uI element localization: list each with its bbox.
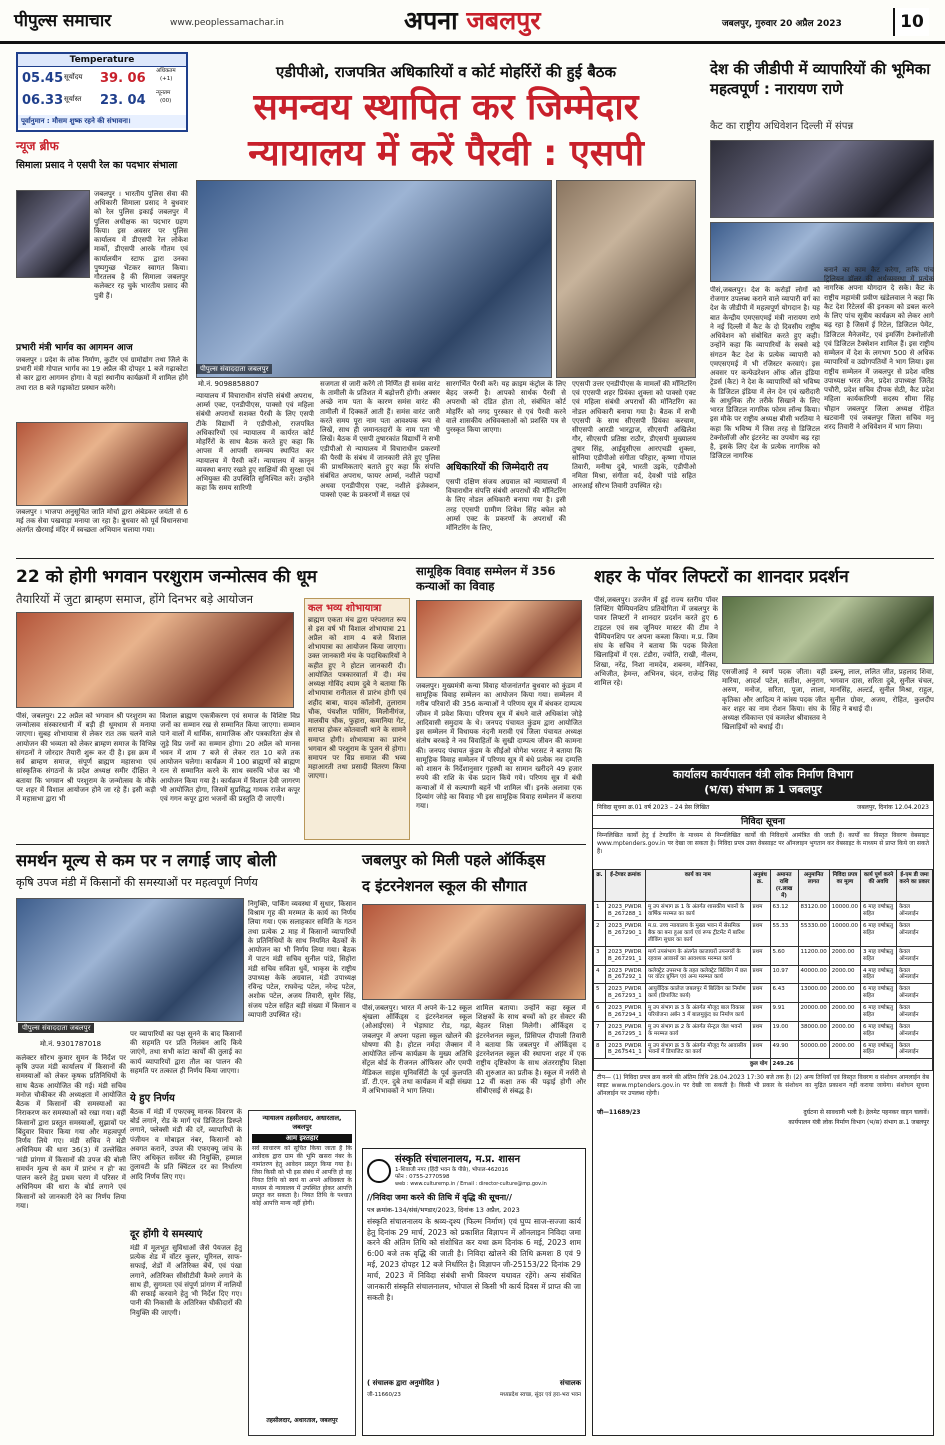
th-cost: अनुमानित लागत	[798, 869, 829, 902]
power-photo	[722, 596, 934, 664]
court-ad-body: सर्व साधारण को सूचित किया जाता है कि आवेदक द्वारा ग्राम की भूमि खसरा नंबर के नामांतरण हेतु आवेदन प्रस्तुत किया गया है। जिस किसी को भी इस संबंध में आपत्ति हो वह नियत तिथि को स्वयं या अपने अधिवक्ता के माध्यम से न्यायालय में उपस्थित होकर आपत्ति प्रस्तुत कर सकता है। नियत तिथि के पश्चात कोई आपत्ति मान्य नहीं होगी।	[252, 1144, 352, 1208]
pwd-cell-cost: 40000.00	[798, 965, 829, 984]
pwd-notice-head: निविदा सूचना	[593, 815, 933, 829]
pwd-cell-no: 5	[594, 984, 606, 1003]
pwd-date: जबलपुर, दिनांक 12.04.2023	[856, 803, 929, 811]
pwd-cell-emd: 49.90	[770, 1040, 798, 1059]
max-temp: 39. 06	[100, 71, 146, 86]
lead-col-3: सारगर्भित पैरवी करें। यह क्राइम कंट्रोल के लिए बेहद जरूरी है। आपको सार्थक पैरवी से अपराधी को दंडित होता तो, संबंधित कोर्ट मोहर्रिर को नगद पुरस्कार से एवं पैरवी करने वाले शासकीय अधिवक्ताओं को प्रशस्ति पत्र से पुरस्कृत किया जाएगा।	[446, 380, 566, 435]
sanskriti-ad	[362, 1148, 586, 1436]
pwd-cell-fee: 2000.00	[829, 1021, 860, 1040]
pwd-cell-name: मु उप संभाग क्र 1 के अंतर्गत शासकीय भवनों के वार्षिक मरम्मत का कार्य	[646, 902, 751, 921]
pwd-cell-mode: केवल ऑनलाईन	[897, 965, 933, 984]
pwd-cell-name: मु उप संभाग क्र 3 के अंतर्गत मौजूद बाल विकास परियोजना अर्बन 3 में बालमुकुंद का निर्माण कार्य	[646, 1003, 751, 1022]
power-col-2: एसजीआई ने स्वर्ण पदक जीता। वहीं मारिया, आदर्श पटेल, सतीश, अनुराग, अरुण, मनोज, सरिता, पूजा, लाला, कृतिका और आदित्य ने कांस्य पदक जीत कर शहर का नाम रोशन किया। संघ के अध्यक्ष रविकान्त एवं कमलेश श्रीवास्तव ने खिलाड़ियों को बधाई दी।	[722, 668, 826, 732]
gdp-col-2: बनाने का काम कैट करेगा, ताकि पांच ट्रिलियन डॉलर की अर्थव्यवस्था में प्रत्येक नागरिक अपना योगदान दे सके। कैट के राष्ट्रीय महामंत्री प्रवीण खंडेलवाल ने कहा कि कैट देश रिटेलर्स की इनकम को डबल करने के लिए पांच सूत्रीय कार्यक्रम को लेकर आगे बढ़ रहा है जिसमें ई रिटेल, डिजिटल पेमेंट, डिजिटल मैनेजमेंट, एवं इमर्जिंग टेक्नोलॉजी एवं डिजिटल टैक्सेशन शामिल हैं। इस राष्ट्रीय सम्मेलन में देश के लगभग 500 से अधिक व्यापारियों व उद्योगपतियों ने भाग लिया। इस राष्ट्रीय सम्मेलन में जबलपुर से प्रदेश वरिष्ठ उपाध्यक्ष भरत जैन, प्रदेश उपाध्यक्ष जितेंद्र पचौरी, प्रदेश सचिव दीपक सेठी, कैट प्रदेश महिला कार्यकारिणी सदस्य सीमा सिंह चौहान जबलपुर जिला अध्यक्ष रोहित खटवानी एवं जबलपुर जिला सचिव मनु शरद तिवारी ने अधिवेशन में भाग लिया।	[824, 266, 934, 431]
brief2-body: जबलपुर । प्रदेश के लोक निर्माण, कुटीर एवं ग्रामोद्योग तथा जिले के प्रभारी मंत्री गोपाल भार्गव का 19 अप्रैल की दोपहर 1 बजे गढ़ाकोटा से कार द्वारा आगमन होगा। वे यहां स्थानीय कार्यक्रमों में शामिल होंगे तथा रात 8 बजे गढ़ाकोटा प्रस्थान करेंगे।	[16, 356, 188, 392]
pwd-table-row	[594, 946, 933, 965]
lead-col-2: सजगता से जारी करेंगे तो निर्णित ही समंस वारंट के तामीली के प्रतिशत में बढ़ोत्तरी होगी। अक्सर अच्छे नाम पता के कारण समंस वारंट की तामीली में दिक्कतें आती हैं। समंस वारंट जारी करते समय पूरा नाम पता आवश्यक रूप से लिखें, साथ ही जमानतदारों के नाम पता भी लिखें। बैठक में एसपी तुषारकांत विद्यार्थी ने सभी एडीपीओ से न्यायालय में विचाराधीन प्रकरणों की पैरवी के संबंध में जानकारी लेते हुए पुलिस की प्राथमिकताएं बताते हुए कहा कि संपत्ति संबंधित अपराध, फायर आर्म्स, नशीले पदार्थों अथवा एनडीपीएस एक्ट, नशीले इंजेक्शन, पाक्सो एक्ट के प्रकरणों में सख्त एवं	[320, 380, 440, 499]
pwd-cell-id: 2023_PWDRB_267294_1	[606, 1003, 646, 1022]
pwd-cell-mode: केवल ऑनलाईन	[897, 1003, 933, 1022]
masthead	[0, 0, 945, 44]
pwd-cell-cat: प्रथम	[750, 1040, 770, 1059]
mp-emblem-icon	[367, 1159, 391, 1183]
vivah-photo	[416, 600, 582, 678]
shobhayatra-head: कल भव्य शोभायात्रा	[308, 603, 382, 614]
pwd-cell-no: 3	[594, 946, 606, 965]
pwd-cell-fee: 2000.00	[829, 1040, 860, 1059]
pwd-table	[593, 869, 933, 1071]
min-change: (00)	[160, 98, 172, 104]
court-ad-head: न्यायालय तहसीलदार, अधारताल, जबलपुर	[262, 1114, 342, 1131]
gdp-headline: देश की जीडीपी में व्यापारियों की भूमिका महत्वपूर्ण : नारायण राणे	[710, 60, 931, 98]
section-city: जबलपुर	[466, 6, 541, 35]
pwd-cell-fee: 2000.00	[829, 1003, 860, 1022]
pwd-cell-period: 6 माह वर्षाऋतु सहित	[861, 984, 897, 1003]
sanskriti-phone: फोन : 0755-2770598	[395, 1173, 450, 1180]
sunrise-time: 05.45	[22, 71, 64, 86]
pwd-cell-mode: केवल ऑनलाईन	[897, 1021, 933, 1040]
pwd-cell-mode: केवल ऑनलाईन	[897, 1040, 933, 1059]
pwd-cell-fee: 2000.00	[829, 965, 860, 984]
pwd-cell-cost: 50000.00	[798, 1040, 829, 1059]
pwd-header-bar	[593, 765, 933, 801]
pwd-cell-fee: 10000.00	[829, 921, 860, 947]
orchids-photo	[362, 904, 586, 1000]
pwd-cell-cost: 83120.00	[798, 902, 829, 921]
orchids-headline-2: द इंटरनेशनल स्कूल की सौगात	[362, 877, 527, 895]
th-no: क्र.	[594, 869, 606, 902]
pwd-cell-emd: 10.97	[770, 965, 798, 984]
brief1-body: जबलपुर । भारतीय पुलिस सेवा की अधिकारी सिमाला प्रसाद ने बुधवार को रेल पुलिस इकाई जबलपुर में पुलिस अधीक्षक का पदभार ग्रहण किया। इस अवसर पर पुलिस कार्यालय में डीएसपी रेल लोकेश मार्को, डीएसपी आरके गौतम एवं कार्यालयीन स्टाफ द्वारा उनका पुष्पगुच्छ भेंटकर स्वागत किया। गौरतलब है की सिमाला जबलपुर कलेक्टर रह चुके भारतीय प्रसाद की पुत्री हैं।	[94, 190, 188, 300]
lead-headline-2: न्यायालय में करें पैरवी : एसपी	[248, 133, 644, 174]
pwd-table-row	[594, 1040, 933, 1059]
pwd-cell-cat: प्रथम	[750, 965, 770, 984]
pwd-cell-cat: प्रथम	[750, 1021, 770, 1040]
min-temp: 23. 04	[100, 93, 146, 108]
sanskriti-sign-right: संचालक	[559, 1378, 581, 1387]
pwd-cell-fee: 2000.00	[829, 984, 860, 1003]
pwd-ref: निविदा सूचना क्र.01 वर्ष 2023 – 24 प्रेस लिखित	[597, 803, 710, 811]
gdp-photo-award	[710, 140, 934, 218]
section-prefix: अपना	[404, 6, 458, 35]
pwd-total-value: 249.26	[770, 1059, 798, 1071]
lead-kicker: एडीपीओ, राजपत्रित अधिकारियों व कोर्ट मोहर्रिरों की हुई बैठक	[275, 63, 617, 81]
msp-credit-text: पीपुल्स संवाददाता जबलपुर	[18, 1023, 94, 1033]
sanskriti-body: संस्कृति संचालनालय के श्रव्य-दृश्य (फिल्म निर्माण) एवं घुप्प साज-सज्जा कार्य हेतु दिनांक 29 मार्च, 2023 को प्रकाशित विज्ञापन में ऑनलाइन निविदा जमा करने की अंतिम तिथि को संशोधित कर यथा क्रम दिनांक 6 मई, 2023 शाम 6:00 बजे तक वृद्धि की जाती है। निविदा खोलने की तिथि क्रमशः 8 एवं 9 मई, 2023 दोपहर 12 बजे निर्धारित है। विज्ञापन जी-25153/22 दिनांक 29 मार्च, 2023 में निविदा संबंधी सभी विवरण यथावत रहेंगे। अन्य संबंधित जानकारी संस्कृति संचालनालय, भोपाल से किसी भी कार्य दिवस में प्राप्त की जा सकती है।	[367, 1216, 581, 1302]
pwd-cell-no: 2	[594, 921, 606, 947]
pwd-cell-emd: 9.91	[770, 1003, 798, 1022]
shobhayatra-box	[304, 598, 410, 840]
pwd-table-row	[594, 1003, 933, 1022]
pwd-cell-fee: 2000.00	[829, 946, 860, 965]
th-mode: ई-एम डी जमा करने का प्रकार	[897, 869, 933, 902]
msp-col-1c: मंडी में मूलभूत सुविधाओं जैसे पेयजल हेतु प्रत्येक शेड में वॉटर कूलर, यूरिनल, साफ-सफाई, शेडों में अतिरिक्त बेंचें, एवं पंखा लगाने, अतिरिक्त सीसीटीवी कैमरे लगाने के साथ ही, सुगमता एवं संपूर्ण प्रांगण में नालियों की सफाई करवाने हेतु भी निर्देश दिए गए। पानी की निकासी के अतिरिक्त चौकीदारों की नियुक्ति की जाएगी।	[130, 1244, 242, 1317]
pwd-cell-cost: 11200.00	[798, 946, 829, 965]
parshuram-headline: 22 को होगी भगवान परशुराम जन्मोत्सव की धूम	[16, 567, 317, 587]
shobhayatra-body: ब्राह्मण एकता मंच द्वारा परंपरागत रूप से इस वर्ष भी विशाल शोभायात्रा 21 अप्रैल को शाम 4 बजे विशाल शोभायात्रा का आयोजन किया जाएगा। उक्त जानकारी मंच के पदाधिकारियों ने कहीत हुए ने होटल जानकारी दी। आयोजित पत्रकारवार्ता में दी। मंच अध्यक्ष गोविंद श्याम दुबे ने बताया कि शोभायात्रा रानीताल से प्रारंभ होगी एवं शहीद बाबा, यादव कॉलोनी, तुलाराम चौक, पंचशील पासिंग, मिलौनीगंज, मालवीय चौक, फुहारा, कमानिया गेट, सराफा होकर कोतवाली थाने के सामने समाप्त होगी। शोभायात्रा का प्रारंभ भगवान श्री परशुराम के पूजन से होगा। समापन पर विप्र समाज की भव्य महाआरती तथा प्रसादी वितरण किया जाएगा।	[308, 615, 406, 781]
divider-row2	[16, 844, 586, 845]
lead-photo-meeting	[196, 180, 552, 378]
pwd-cell-id: 2023_PWDRB_267292_1	[606, 965, 646, 984]
forecast-text: पूर्वानुमान : मौसम शुष्क रहने की संभावना।	[18, 115, 186, 128]
msp-photo	[16, 898, 244, 1022]
weather-title: Temperature	[18, 54, 186, 67]
lead-col-3b: एसपी दक्षिण संजय अग्रवाल को न्यायालयों में विचाराधीन संपत्ति संबंधी अपराधों की मॉनिटरिंग के लिए नोडल अधिकारी बनाया गया है। इसी तरह एएसपी ग्रामीण शिवेश सिंह बघेल को आर्म्स एक्ट के प्रकरणों के अपराधों की मॉनिटरिंग के लिए,	[446, 478, 566, 533]
pwd-cell-emd: 63.12	[770, 902, 798, 921]
msp-col-1: पर व्यापारियों का पक्ष सुनने के बाद किसानों की सहमति पर प्रति निलंबन आदि किये जाएंगे, तथा सभी कांटा कार्यों की तुलाई का कार्य व्यापारियों द्वारा तौल का पालन की सहमति पर तत्काल ही निर्णय किया जाएगा।	[130, 1030, 242, 1075]
pwd-cell-id: 2023_PWDRB_267290_1	[606, 921, 646, 947]
sunset-time: 06.33	[22, 93, 64, 108]
pwd-cell-cat: प्रथम	[750, 921, 770, 947]
pwd-cell-no: 8	[594, 1040, 606, 1059]
pwd-cell-cost: 13000.00	[798, 984, 829, 1003]
pwd-cell-emd: 5.60	[770, 946, 798, 965]
parshuram-col-1: पीसं, जबलपुर। 22 अप्रैल को भगवान श्री परशुराम का जन्मोत्सव संस्कारधानी में बड़ी ही धूमधाम से मनाया जाएगा। सुबह शोभायात्रा से लेकर रात तक चलने वाले आयोजन की भव्यता को लेकर ब्राम्हण समाज के विभिन्न संगठनों ने जोरदार तैयारी शुरू कर दी है। इस क्रम में सर्व ब्राम्हण समाज, संपूर्ण ब्राह्मण महासभा एवं सांस्कृतिक संगठनों के प्रदेश अध्यक्ष समीर दीक्षित ने बताया कि भगवान श्री परशुराम के जन्मोत्सव के मौके पर शहर में विशाल आयोजन होने जा रहे हैं। इसी कड़ी में महासभा द्वारा भी	[16, 712, 156, 804]
sunset-label: सूर्यास्त	[64, 95, 82, 103]
pwd-cell-period: 6 माह वर्षाऋतु सहित	[861, 902, 897, 921]
divider-row1	[16, 558, 934, 559]
pwd-cell-emd: 55.33	[770, 921, 798, 947]
pwd-cell-cat: प्रथम	[750, 984, 770, 1003]
pwd-table-row	[594, 1021, 933, 1040]
paper-logo: पीपुल्स समाचार	[14, 11, 112, 31]
pwd-cell-no: 1	[594, 902, 606, 921]
brief1-headline: सिमाला प्रसाद ने एसपी रेल का पदभार संभाला	[16, 160, 178, 171]
sanskriti-address: 1-शिवाजी नगर (हिंदी भवन के पीछे), भोपाल-462016	[395, 1166, 509, 1173]
pwd-cell-no: 7	[594, 1021, 606, 1040]
sunrise-label: सूर्योदय	[64, 73, 83, 81]
court-ad-sub: आम इश्तहार	[252, 1134, 352, 1143]
gdp-subhead: कैट का राष्ट्रीय अधिवेशन दिल्ली में संपन्न	[710, 121, 854, 132]
pwd-tender	[592, 764, 934, 1436]
pwd-cell-mode: केवल ऑनलाईन	[897, 902, 933, 921]
pwd-cell-name: आयुर्वेदिक कालेज जबलपुर में बिल्डिंग का निर्माण कार्य (डिपाजिट कार्य)	[646, 984, 751, 1003]
pwd-table-header	[594, 869, 933, 902]
pwd-cell-cat: प्रथम	[750, 1003, 770, 1022]
pwd-cell-period: 4 माह वर्षाऋतु सहित	[861, 965, 897, 984]
weather-box	[16, 52, 188, 132]
website-link[interactable]: www.peoplessamachar.in	[170, 18, 284, 28]
th-cat: अनुबंध क्र.	[750, 869, 770, 902]
pwd-total-label: कुल योग	[594, 1059, 771, 1071]
pwd-cell-fee: 10000.00	[829, 902, 860, 921]
pwd-cell-mode: केवल ऑनलाईन	[897, 946, 933, 965]
sanskriti-refline: पत्र क्रमांक-134/संसं/भण्डार/2023, दिनांक 13 अप्रैल, 2023	[367, 1205, 520, 1214]
pwd-cell-id: 2023_PWDRB_267541_1	[606, 1040, 646, 1059]
sanskriti-title: संस्कृति संचालनालय, म.प्र. शासन	[395, 1154, 521, 1165]
pwd-title-2: (भ/स) संभाग क्र 1 जबलपुर	[704, 782, 822, 796]
pwd-ref2: जी—11689/23	[597, 1109, 641, 1117]
pwd-cell-mode: केवल ऑनलाईन	[897, 921, 933, 947]
pwd-cell-name: मार्ग उपसंभाग के अंतर्गत काजाघरों उपनगरों के रहवास आवासों का आवश्यक मरम्मत कार्य	[646, 946, 751, 965]
pwd-table-row	[594, 902, 933, 921]
pwd-cell-name: मु उप संभाग क्र 2 के अंतर्गत सेन्ट्रल जेल भवनों के मरम्मत कार्य	[646, 1021, 751, 1040]
vivah-body: जबलपुर। मुख्यमंत्री कन्या विवाह योजनांतर्गत बुधवार को कुंडम में सामूहिक विवाह सम्मेलन का आयोजन किया गया। सम्मेलन में गरीब परिवारों की 356 कन्याओं ने परिणय सूत्र में बंधकर दाम्पत्य जीवन में प्रवेश किया। परिणय सूत्र में बंधने वाले अधिकांश जोड़े आदिवासी समुदाय के थे। जनपद पंचायत कुंडम द्वारा आयोजित इस सम्मेलन में विधायक नंदनी मरावी एवं जिला पंचायत अध्यक्ष संतोष बरकड़े ने नव विवाहितों के सुखी दाम्पत्य जीवन की कामना की। जनपद पंचायत कुंडम के सीईओ योगेश भरसट ने बताया कि सामूहिक विवाह सम्मेलन में परिणय सूत्र में बंधे प्रत्येक नव दम्पत्ति को शासन के निर्देशानुसार गृहस्थी का सामान खरीदने 49 हजार रुपये की राशि के चेक प्रदान किये गये। परिणय सूत्र में बंधी कन्याओं में से कल्याणी बहनें भी शामिल थीं। इनके अलावा एक दिव्यांग जोड़े का विवाह भी इस सामूहिक विवाह सम्मेलन में कराया गया।	[416, 682, 582, 811]
brief3-photo	[16, 422, 188, 506]
lead-col-4: एएसपी उत्तर एनडीपीएस के मामलों की मॉनिटरिंग एवं एएसपी शहर प्रियंका शुक्ला को पाक्सो एक्ट एवं महिला संबंधी अपराधों की मॉनिटरिंग का नोडल अधिकारी बनाया गया है। बैठक में सभी एएसपी के साथ सीएसपी प्रियंका करचाम, सीएसपी आरडी भारद्वाज, सीएसपी अखिलेश गौर, सीएसपी प्रतिष्ठा राठौर, डीएसपी मुख्यालय तुषार सिंह, आईयूसीएस आरएचडी शुक्ला, सोनिया एडीपीओ संगीता परिहार, कृष्णा गोपाल तिवारी, मनीषा दुबे, भारती उइके, एडीपीओ नमिता मिश्रा, संगीता वर्द, देवश्री पांडे सहित आरआई सौरभ तिवारी उपस्थित रहे।	[572, 380, 696, 490]
pwd-cell-cat: प्रथम	[750, 946, 770, 965]
th-id: ई-टेण्डर क्रमांक	[606, 869, 646, 902]
lead-photo-credit	[196, 365, 272, 374]
parshuram-photo	[16, 612, 294, 708]
pwd-slogan: दुर्घटना से सावधानी भली है। हेलमेट पहनकर वाहन चलावें।	[803, 1109, 929, 1117]
pwd-cell-period: 6 माह वर्षाऋतु सहित	[861, 1021, 897, 1040]
th-period: कार्य पूर्ण करने की अवधि	[861, 869, 897, 902]
lead-col-1: न्यायालय में विचाराधीन संपत्ति संबंधी अपराध, आर्म्स एक्ट, एनडीपीएस, पाक्सो एवं महिला संबंधी अपराधों सशक्त पैरवी के लिए एसपी टीके विद्यार्थी ने एडीपीओ, राजपत्रित अधिकारियों एवं न्यायालय में कार्यरत कोर्ट मोहर्रिरों के साथ बैठक करते हुए कहा कि आपस में आपसी समन्वय स्थापित कर न्यायालय में पैरवी करें। न्यायालय में कानून व्यवस्था बनाए रखते हुए साक्षियों की सुरक्षा एवं अभियुक्त की उपस्थिति सुनिश्चित करें। उन्होंने कहा कि समय सारिणी	[196, 392, 314, 493]
pwd-cell-no: 4	[594, 965, 606, 984]
sanskriti-notice-head: //निविदा जमा करने की तिथि में वृद्धि की सूचना//	[367, 1193, 512, 1203]
pwd-sign: कार्यपालन यंत्री लोक निर्माण विभाग (भ/स) संभाग क्र.1 जबलपुर	[788, 1119, 929, 1127]
pwd-cell-cat: प्रथम	[750, 902, 770, 921]
pwd-intro: निम्नलिखित कार्यों हेतु ई टेण्डरिंग के माध्यम से निम्नलिखित कार्यों की निविदायें आमंत्रित की जाती हैं। कार्यों का विस्तृत विवरण वेबसाइट www.mptenders.gov.in पर देखा जा सकता है। निविदा प्रपत्र उक्त वेबसाइट पर ऑनलाइन भुगतान कर वेबसाइट के माध्यम से प्राप्त किये जा सकते हैं।	[597, 831, 929, 855]
sanskriti-slogan: मध्यप्रदेश स्वच्छ, सुंदर एवं हरा-भरा भवन	[500, 1392, 581, 1399]
th-fee: निविदा प्रपत्र का मूल्य	[829, 869, 860, 902]
pwd-table-row	[594, 965, 933, 984]
min-label: न्यूनतम	[156, 90, 171, 96]
msp-col-0: कलेक्टर सौरभ कुमार सुमन के निर्देश पर कृषि उपज मंडी कार्यालय में किसानों की समस्याओं को लेकर कृषक प्रतिनिधियों के साथ बैठक आयोजित की गई। मंडी सचिव मनोज चौकीकर की अध्यक्षता में आयोजित बैठक में किसानों की समस्याओं का निराकरण कर समस्याओं को रखा गया। वहीं किसानों द्वारा प्रस्तुत समस्याओं, सुझावों पर बिंदुवार विचार किया गया और महत्वपूर्ण निर्णय लिये गए। मंडी सचिव ने मंडी अधिनियम की धारा 36(3) में उल्लेखित 'मंडी प्रांगण में किसानों की उपज की बोली समर्थन मूल्य से कम में प्रारंभ न हो' का पालन करने हेतु प्रथम चरण में परिसर में अधिनियम की धारा के बोर्ड लगाने एवं किसानों को जानकारी देने का निर्णय लिया गया।	[16, 1054, 126, 1210]
sanskriti-web: web : www.culturemp.in / Email : director-culture@mp.gov.in	[395, 1181, 547, 1188]
th-emd: अमानत राशि (र.लाख में)	[770, 869, 798, 902]
parshuram-subhead: तैयारियों में जुटा ब्राम्हण समाज, होंगे दिनभर बड़े आयोजन	[16, 592, 254, 606]
dateline: जबलपुर, गुरुवार 20 अप्रैल 2023	[722, 19, 842, 29]
th-name: कार्य का नाम	[646, 869, 751, 902]
msp-mobile: मो.नं. 9301787018	[40, 1040, 102, 1048]
page-number: 10	[893, 8, 929, 36]
gdp-col-1: पीसं,जबलपुर। देश के करोड़ों लोगों को रोजगार उपलब्ध कराने वाले व्यापारी वर्ग का देश के जीडीपी में महत्वपूर्ण योगदान है। यह बात केन्द्रीय एमएसएमई मंत्री नारायण राणे ने नई दिल्ली में कैट के दो दिवसीय राष्ट्रीय अधिवेशन को संबोधित करते हुए कही। उन्होंने कहा कि व्यापारियों के सबसे बड़े संगठन कैट देश के प्रत्येक व्यापारी को एमएसएमई में भी रजिस्टर करवाएं। इस अवसर पर कन्फेडरेशन ऑफ ऑल इंडिया ट्रेडर्स (कैट) ने देश के व्यापारियों को भविष्य के डिजिटल इंडिया में लेन देन एवं खरीदारी के आधुनिक तौर तरीके सिखाने के लिए भारत डिजिटल नागरिक फोरम लॉन्च किया। इस मौके पर राष्ट्रीय अध्यक्ष बीसी भरतिया ने कहा कि भविष्य में जिस तरह से डिजिटल टेक्नोलॉजी और इंटरनेट का उपयोग बढ़ रहा है, इसके लिए देश के प्रत्येक नागरिक को डिजिटल नागरिक	[710, 286, 820, 461]
parshuram-col-2: विशाल ब्राह्मण एकत्रीकरण एवं समाज के विशिष्ट विप्र जनों का सम्मान रख से सम्मानित किया जाएगा। सम्मान पाने वालों में धार्मिक, सामाजिक और पत्रकारिता क्षेत्र से जुड़े विप्र जनों का सम्मान होगा। 20 अप्रैल को मानस भवन में शाम 7 बजे से लेकर रात 10 बजे तक आयोजन चलेगा। कार्यक्रम में 100 ब्राह्मणों को ब्राह्मण रत्न से सम्मानित करने के साथ स्वरुचि भोज का भी आयोजन किया गया है। कार्यक्रम में विशाल देवी जागरण भी आयोजित होगा, जिसमें सुप्रसिद्ध गायक राजेश कपूर एवं गगन कपूर द्वारा भजनों की प्रस्तुति दी जाएगी।	[160, 712, 300, 804]
pwd-cell-period: 3 माह वर्षाऋतु सहित	[861, 946, 897, 965]
pwd-cell-cost: 20000.00	[798, 1003, 829, 1022]
lead-subhead: अधिकारियों की जिम्मेदारी तय	[446, 462, 549, 473]
msp-photo-credit	[18, 1024, 94, 1033]
pwd-table-row	[594, 984, 933, 1003]
court-ad-footer: तहसीलदार, अधारताल, जबलपुर	[266, 1416, 338, 1424]
pwd-title-1: कार्यालय कार्यपालन यंत्री लोक निर्माण विभाग	[673, 768, 853, 781]
pwd-cell-id: 2023_PWDRB_267291_1	[606, 946, 646, 965]
power-col-1: पीसं,जबलपुर। उज्जैन में हुई राज्य स्तरीय पॉवर लिफ्टिंग चैम्पियनशिप प्रतियोगिता में जबलपुर के पावर लिफ्टरों ने शानदार प्रदर्शन करते हुए 6 टाइटल एवं सब जूनियर मास्टर की टीम ने चैम्पियनशिप पर अपना कब्जा किया। म.प्र. जिम संघ के सचिव ने बताया कि पदक विजेता खिलाड़ियों में एस. टंडौरा, ज्योति, राखी, नीलम, शिखा, नरेंद्र, निशा नामदेव, शबनम, मोनिका, अभिजीत, हेमन्त, अभिनव, चंदन, राजेन्द्र सिंह शामिल रहे।	[594, 596, 718, 688]
pwd-cell-id: 2023_PWDRB_267288_1	[606, 902, 646, 921]
news-brief-label: न्यूज ब्रीफ	[16, 139, 59, 153]
pwd-footer: टीप— (1) निविदा प्रपत्र क्रय करने की अंतिम तिथि 28.04.2023 17:30 बजे तक है। (2) अन्य तिथियाँ एवं विस्तृत विवरण व संशोधन आनलाईन वेब साइट www.mptenders.gov.in पर देखी जा सकती है। किसी भी प्रकार के संशोधन का मुद्रित प्रकाशन नहीं कराया जायेगा। संशोधन सूचना ऑनलाईन पर उपलब्ध रहेगी।	[597, 1074, 929, 1097]
max-label: अधिकतम	[156, 68, 176, 74]
orchids-col-2: शामिल बताया। उन्होंने कहा स्कूल में शिक्षकों के साथ बच्चों को हर सेक्टर की बेहतर शिक्षा मिलेगी। ऑर्किड्स द इंटरनेशनल स्कूल, प्रिंसिपल दीपाली तिवारी ने बताया कि जबलपुर में ऑर्किड्स द इंटरनेशनल स्कूल की स्थापना शहर में एक राष्ट्रीय दृष्टिकोण के साथ अंतरराष्ट्रीय शिक्षा की शुरुआत का प्रतीक है। स्कूल में नर्सरी से 12 वीं कक्षा तक की पढ़ाई होगी और सीबीएसई से संबद्ध है।	[476, 1004, 586, 1096]
pwd-cell-period: 6 माह वर्षाऋतु सहित	[861, 1040, 897, 1059]
msp-headline: समर्थन मूल्य से कम पर न लगाई जाए बोली	[16, 851, 277, 870]
orchids-headline-1: जबलपुर को मिली पहले ऑर्किड्स	[362, 851, 546, 869]
pwd-table-row	[594, 921, 933, 947]
lead-headline-1: समन्वय स्थापित कर जिम्मेदार	[253, 87, 639, 128]
sanskriti-sign-left: ( संचालक द्वारा अनुमोदित )	[367, 1378, 440, 1387]
pwd-cell-cost: 55330.00	[798, 921, 829, 947]
msp-col-2: निगुक्ति, पार्किंग व्यवस्था में सुधार, किसान विश्राम गृह की मरम्मत के कार्य का निर्णय लिया गया। एक सलाहकार समिति के गठन तथा प्रत्येक 2 माह में किसानों व्यापारियों के प्रतिनिधियों के साथ नियमित बैठकों के आयोजन का भी निर्णय लिया गया। बैठक में पाटन मंडी सचिव सुनील पांडे, सिहोरा मंडी सचिव सविता धुर्वे, भाकृस के राष्ट्रीय उपाध्यक्ष केके अग्रवाल, मंडी उपाध्यक्ष रविन्द्र पटेल, राघवेन्द्र पटेल, नरेन्द्र पटेल, अशोक पटेल, अजय तिवारी, सुमेर सिंह, संजय पटेल सहित बड़ी संख्या में किसान व व्यापारी उपस्थित रहे।	[248, 900, 356, 1019]
pwd-cell-cost: 38000.00	[798, 1021, 829, 1040]
lead-photo-sp	[556, 180, 696, 378]
section-title	[404, 4, 541, 38]
pwd-cell-name: कलेक्ट्रेट उपसभा के तहत कलेक्ट्रेट बिल्डिंग में छत पर वॉटर प्रूफिंग एवं अन्य मरम्मत कार्य	[646, 965, 751, 984]
msp-subhead-3: दूर होंगी ये समस्याएं	[130, 1229, 203, 1240]
brief2-headline: प्रभारी मंत्री भार्गव का आगमन आज	[16, 343, 133, 353]
pwd-cell-emd: 6.43	[770, 984, 798, 1003]
pwd-cell-name: मु उप संभाग क्र 3 के अंतर्गत मौजूद गैर आवासीय भवनों में डिपाजिट का कार्य	[646, 1040, 751, 1059]
brief1-photo	[16, 190, 90, 278]
max-change: (+1)	[160, 76, 173, 82]
lead-mobile: मो.नं. 9098858807	[198, 380, 260, 388]
msp-subhead: कृषि उपज मंडी में किसानों की समस्याओं पर महत्वपूर्ण निर्णय	[16, 876, 258, 889]
orchids-col-1: पीसं,जबलपुर। भारत में अपने के-12 स्कूल श्रृंखला ऑर्किड्स द इंटरनेशनल स्कूल (ओआईएस) ने भेड़ाघाट रोड, गढ़ा, जबलपुर में अपना पहला स्कूल खोलने की घोषणा की है। होटल नर्मदा जैक्सन में आयोजित लॉन्च कार्यक्रम के मुख्य अतिथि सेंट्रल बोर्ड के रीजनल ऑफिसर और एमपी मेडिकल साइंस यूनिवर्सिटी के पूर्व कुलपति डॉ. टी.एन. दुबे तथा कार्यक्रम में बड़ी संख्या में अभिभावकों ने भाग लिया।	[362, 1004, 472, 1096]
pwd-total-row	[594, 1059, 933, 1071]
brief3-body: जबलपुर । भाजपा अनुसूचित जाति मोर्चा द्वारा अंबेडकर जयंती से 6 मई तक सेवा पखवाड़ा मनाया जा रहा है। बुधवार को पूर्व विधानसभा अंतर्गत खैरमाई मंदिर में स्वच्छता अभियान चलाया गया।	[16, 508, 188, 535]
pwd-cell-id: 2023_PWDRB_267295_1	[606, 1021, 646, 1040]
pwd-cell-name: म.प्र. उच्च न्यायालय के मुख्य भवन में सेसमिक बैक का बना हुआ कार्य एवं रूफ ट्रीटमेंट में बारिश लीकिंग सुधार का कार्य	[646, 921, 751, 947]
court-ad	[248, 1110, 356, 1436]
sanskriti-ref: जी-11660/23	[367, 1392, 401, 1399]
power-col-3: डब्ल्यू, लाल, ललित जीत, प्रहलाद शिवा, भगवान दास, सरिता दुबे, सुनील चंचल, मानसिंह, अल्टर्ड, सुनील मिश्रा, राहुल, सुनील ग्रोवर, अजय, रोहित, कुलदीप सिंह ने बधाई दी।	[830, 668, 934, 713]
pwd-cell-mode: केवल ऑनलाईन	[897, 984, 933, 1003]
pwd-cell-no: 6	[594, 1003, 606, 1022]
pwd-cell-period: 6 माह वर्षाऋतु सहित	[861, 1003, 897, 1022]
msp-subhead-2: ये हुए निर्णय	[130, 1093, 175, 1104]
msp-col-1b: बैठक में मंडी में एफएक्यू मानक विवरण के बोर्ड लगाने, रोड के मार्ग एवं डिजिटल डिस्प्ले लगाने, फ्लेक्सी मंडी की दरें, व्यापारियों के पंजीयन व मोबाइल नंबर, किसानों को अवगत कराने, उपज की एफएक्यू जांच के लिए अधिकृत सर्वेयर की नियुक्ति, हम्माल तुलावटी के प्रति क्विंटल दर का निर्धारण आदि निर्णय लिए गए।	[130, 1108, 242, 1181]
pwd-cell-period: 6 माह वर्षाऋतु सहित	[861, 921, 897, 947]
pwd-cell-emd: 19.00	[770, 1021, 798, 1040]
vivah-headline: सामूहिक विवाह सम्मेलन में 356 कन्याओं का विवाह	[416, 564, 556, 593]
power-headline: शहर के पॉवर लिफ्टरों का शानदार प्रदर्शन	[594, 567, 849, 587]
pwd-cell-id: 2023_PWDRB_267293_1	[606, 984, 646, 1003]
lead-credit-text: पीपुल्स संवाददाता जबलपुर	[196, 364, 272, 374]
